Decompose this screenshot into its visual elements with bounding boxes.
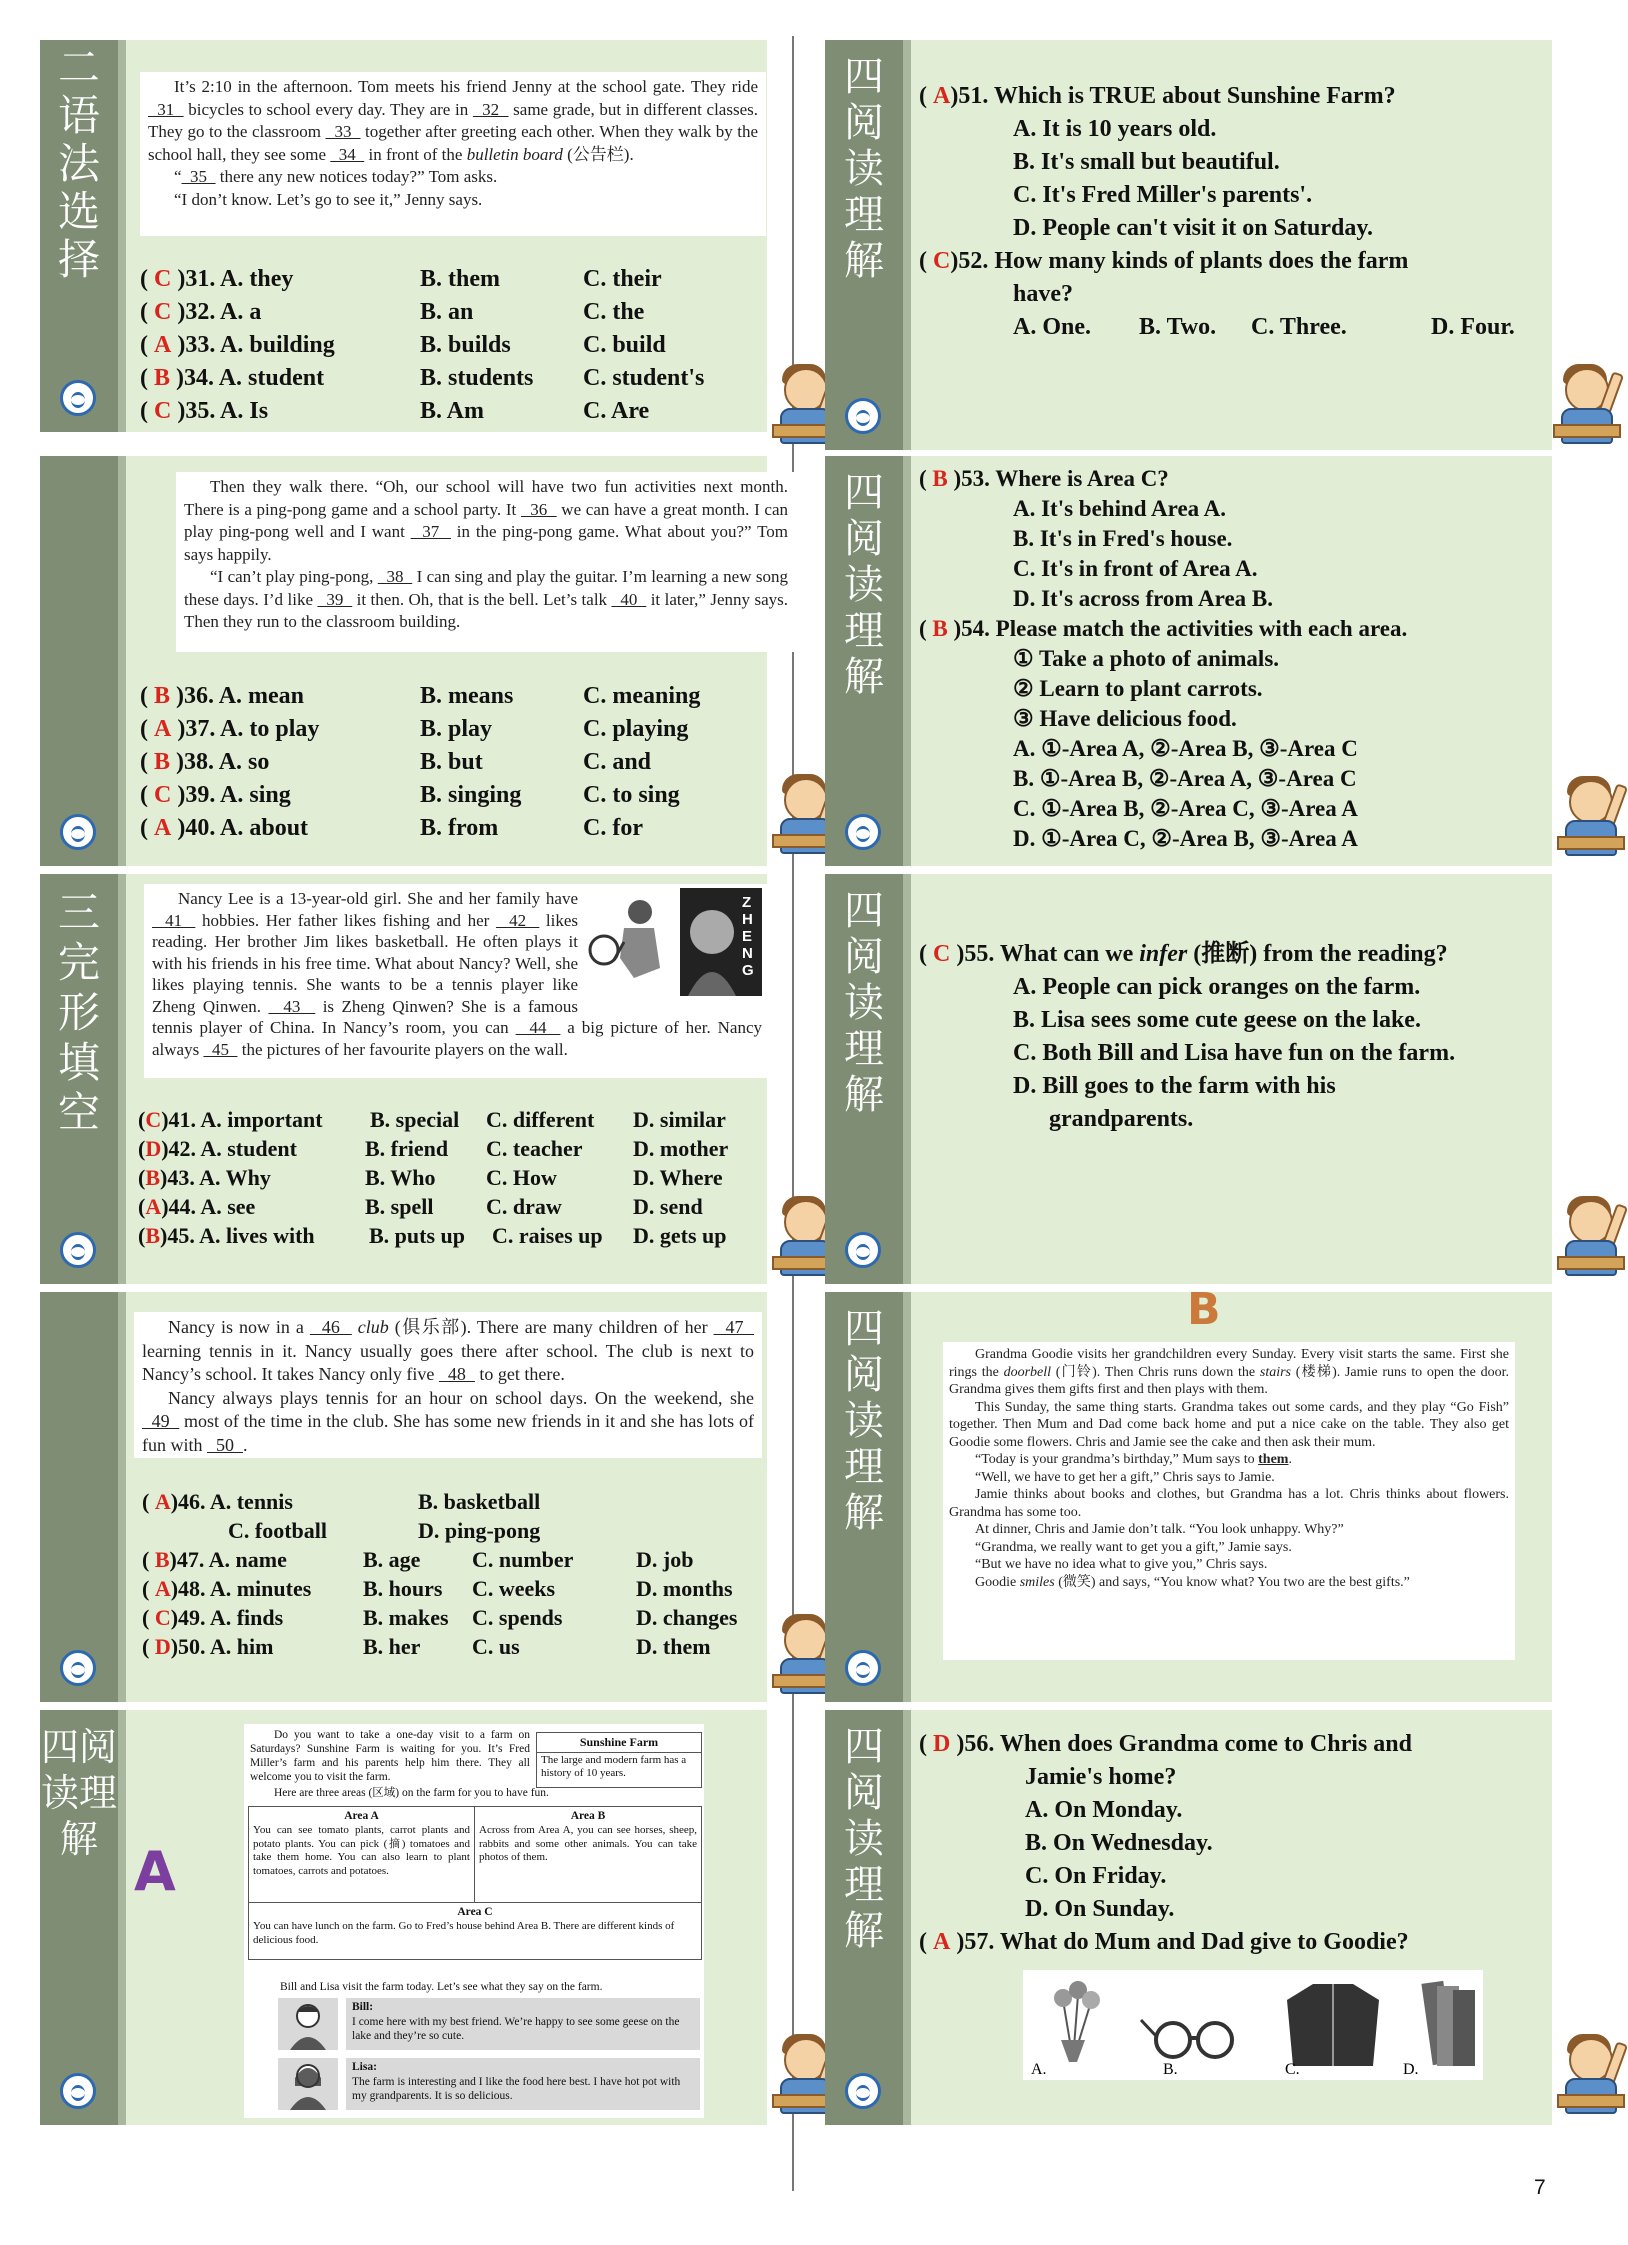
school-logo-icon xyxy=(60,380,96,416)
section-title: 四阅读理解 xyxy=(844,470,884,700)
slide-reading-b xyxy=(825,1284,1552,1702)
option-a: A. It is 10 years old. xyxy=(1013,116,1217,142)
option-d-cont: grandparents. xyxy=(1049,1106,1194,1132)
lisa-avatar-icon xyxy=(278,2058,338,2110)
option-c: C. different xyxy=(486,1107,595,1132)
activity-3: ③ Have delicious food. xyxy=(1013,706,1237,731)
option-b: B. Who xyxy=(365,1165,436,1190)
answer: A xyxy=(154,716,172,742)
question-47: ( B)47. A. name xyxy=(142,1547,287,1572)
passage-paragraph: Jamie thinks about books and clothes, but Grandma has a lot. Chris thinks about flowers. Grandma has some too. xyxy=(949,1487,1509,1520)
answer: C xyxy=(154,398,172,424)
option-d: D. send xyxy=(633,1194,703,1219)
passage xyxy=(943,1342,1515,1660)
slide-sidebar xyxy=(825,456,911,866)
question-49: ( C)49. A. finds xyxy=(142,1605,284,1630)
slide-sidebar xyxy=(40,40,126,432)
question-52: ( C)52. How many kinds of plants does the farm xyxy=(919,248,1409,274)
passage-paragraph: “I don’t know. Let’s go to see it,” Jenny says. xyxy=(174,189,483,209)
passage-paragraph: “But we have no idea what to give you,” Chris says. xyxy=(975,1557,1268,1572)
books-icon xyxy=(1421,1981,1475,2066)
answer: B xyxy=(932,466,948,491)
question-34: ( B )34. A. student xyxy=(140,365,325,391)
passage-letter: B xyxy=(1187,1284,1221,1335)
area-a-title: Area A xyxy=(344,1810,379,1822)
question-46: ( A)46. A. tennis xyxy=(142,1489,293,1514)
slide-sidebar xyxy=(825,40,911,450)
answer: B xyxy=(154,365,171,391)
option-c: C. for xyxy=(583,815,643,841)
option-c: C. weeks xyxy=(472,1576,556,1601)
bill-text: I come here with my best friend. We’re happy to see some geese on the lake and they’re so cute. xyxy=(352,2016,680,2042)
cartoon-boy-icon xyxy=(1557,1194,1621,1274)
area-a-text: You can see tomato plants, carrot plants and potato plants. You can pick (摘) tomatoes and take them home. You can also learn to plant tomatoes, carrots and potatoes. xyxy=(253,1824,470,1877)
answer: A xyxy=(933,83,951,109)
farm-flyer xyxy=(244,1724,704,2118)
answer: C xyxy=(145,1107,162,1132)
option-b: B. builds xyxy=(420,332,511,358)
section-title: 四阅读理解 xyxy=(844,888,884,1118)
answer: B xyxy=(145,1223,161,1248)
activity-1: ① Take a photo of animals. xyxy=(1013,646,1280,671)
option-b: B. makes xyxy=(363,1605,449,1630)
areas-table xyxy=(248,1806,702,1960)
answer: C xyxy=(154,266,172,292)
question-33: ( A )33. A. building xyxy=(140,332,335,358)
option-d: D. job xyxy=(636,1547,694,1572)
section-title: 四阅读理解 xyxy=(844,54,884,284)
option-a: A. On Monday. xyxy=(1025,1797,1183,1823)
answer: C xyxy=(154,782,172,808)
answer: B xyxy=(932,616,948,641)
option-d: D. People can't visit it on Saturday. xyxy=(1013,215,1374,241)
option-b: B. basketball xyxy=(418,1489,541,1514)
section-title: 三完形填空 xyxy=(57,888,100,1137)
pic-label-c: C. xyxy=(1285,2061,1300,2078)
option-c: C. number xyxy=(472,1547,574,1572)
question-53: ( B )53. Where is Area C? xyxy=(919,466,1169,491)
option-b: B. her xyxy=(363,1634,421,1659)
option-b: B. Am xyxy=(420,398,485,424)
passage xyxy=(176,472,796,652)
option-d: D. similar xyxy=(633,1107,726,1132)
answer: D xyxy=(154,1634,171,1659)
photo-caption: ZHENG xyxy=(742,894,754,979)
section-title: 四阅读理解 xyxy=(40,1725,117,1861)
option-c: C. to sing xyxy=(583,782,680,808)
option-b: B. from xyxy=(420,815,499,841)
option-d: D. Bill goes to the farm with his xyxy=(1013,1073,1336,1099)
option-d: D. mother xyxy=(633,1136,729,1161)
option-a: A. It's behind Area A. xyxy=(1013,496,1227,521)
flowers-icon xyxy=(1054,1981,1100,2062)
activity-2: ② Learn to plant carrots. xyxy=(1013,676,1263,701)
question-41: (C)41. A. important xyxy=(138,1107,323,1132)
option-c: C. It's Fred Miller's parents'. xyxy=(1013,182,1313,208)
option-c: C. draw xyxy=(486,1194,562,1219)
option-d: D. them xyxy=(636,1634,711,1659)
answer: C xyxy=(154,299,172,325)
option-d: D. months xyxy=(636,1576,733,1601)
answer: A xyxy=(154,332,172,358)
question-32: ( C )32. A. a xyxy=(140,299,262,325)
question-37: ( A )37. A. to play xyxy=(140,716,320,742)
slide-sidebar xyxy=(40,1710,126,2125)
area-c-text: You can have lunch on the farm. Go to Fred’s house behind Area B. There are different kinds of delicious food. xyxy=(253,1920,675,1946)
option-d: D. gets up xyxy=(633,1223,727,1248)
answer: B xyxy=(154,1547,170,1572)
passage-paragraph: “I can’t play ping-pong, 38 I can sing and play the guitar. I’m learning a new song these days. I’d like 39 it then. Oh, that is the bell. Let’s talk 40 it later,” Jenny says. Then they run to the classroom building. xyxy=(184,567,788,631)
area-a-cell xyxy=(249,1807,475,1903)
slide-sidebar xyxy=(825,1710,911,2125)
option-b: B. Lisa sees some cute geese on the lake. xyxy=(1013,1007,1421,1033)
option-c: C. How xyxy=(486,1165,557,1190)
question-51: ( A)51. Which is TRUE about Sunshine Farm? xyxy=(919,83,1396,109)
option-c: C. meaning xyxy=(583,683,701,709)
passage-letter: A xyxy=(134,1840,176,1903)
slide-sidebar xyxy=(40,456,126,866)
option-b: B. It's small but beautiful. xyxy=(1013,149,1280,175)
answer: D xyxy=(933,1731,951,1757)
passage-paragraph: “Well, we have to get her a gift,” Chris says to Jamie. xyxy=(975,1469,1275,1485)
passage-paragraph: At dinner, Chris and Jamie don’t talk. “You look unhappy. Why?” xyxy=(975,1522,1344,1537)
option-c: C. and xyxy=(583,749,652,775)
slide-sidebar xyxy=(825,1292,911,1702)
answer: A xyxy=(154,1576,171,1601)
question-45: (B)45. A. lives with xyxy=(138,1223,315,1248)
lisa-name: Lisa: xyxy=(352,2061,377,2073)
option-d: D. It's across from Area B. xyxy=(1013,586,1274,611)
option-b: B. ①-Area B, ②-Area A, ③-Area C xyxy=(1013,766,1357,791)
answer: C xyxy=(933,941,951,967)
tennis-player-icon xyxy=(584,888,762,996)
gift-images xyxy=(1023,1970,1483,2080)
school-logo-icon xyxy=(845,398,881,434)
option-b: B. puts up xyxy=(369,1223,466,1248)
option-c: C. their xyxy=(583,266,662,292)
visit-text: Bill and Lisa visit the farm today. Let’s see what they say on the farm. xyxy=(280,1981,603,1993)
question-39: ( C )39. A. sing xyxy=(140,782,291,808)
area-b-text: Across from Area A, you can see horses, sheep, rabbits and some other animals. You can take photos of them. xyxy=(479,1824,697,1863)
gift-pictures xyxy=(1023,1970,1483,2080)
option-d: D. Where xyxy=(633,1165,723,1190)
jacket-icon xyxy=(1287,1984,1379,2066)
school-logo-icon xyxy=(845,1232,881,1268)
section-title: 四阅读理解 xyxy=(844,1306,884,1536)
answer: A xyxy=(154,1489,171,1514)
option-c: C. raises up xyxy=(492,1223,603,1248)
question-52-cont: have? xyxy=(1013,281,1073,307)
option-b: B. Two. xyxy=(1139,314,1217,340)
option-c: C. playing xyxy=(583,716,689,742)
answer: B xyxy=(145,1165,161,1190)
option-b: B. an xyxy=(420,299,474,325)
bill-quote xyxy=(346,1998,700,2050)
option-b: B. hours xyxy=(363,1576,443,1601)
pic-label-a: A. xyxy=(1031,2061,1047,2078)
school-logo-icon xyxy=(60,1650,96,1686)
option-c: C. spends xyxy=(472,1605,563,1630)
passage-paragraph: “Grandma, we really want to get you a gift,” Jamie says. xyxy=(975,1539,1292,1555)
option-c: C. Both Bill and Lisa have fun on the farm. xyxy=(1013,1040,1456,1066)
farm-info-box xyxy=(536,1732,702,1788)
school-logo-icon xyxy=(60,814,96,850)
option-b: B. singing xyxy=(420,782,522,808)
answer: A xyxy=(145,1194,162,1219)
passage-paragraph: Nancy is now in a 46 club (俱乐部). There are many children of her 47 learning tennis in it. Nancy usually goes there after school. The club is next to Nancy’s school. It takes Nancy only five 48 to get there. xyxy=(142,1317,755,1384)
option-c: C. ①-Area B, ②-Area C, ③-Area A xyxy=(1013,796,1358,821)
flyer-intro-2: Here are three areas (区域) on the farm for you to have fun. xyxy=(274,1787,549,1799)
option-c: C. us xyxy=(472,1634,520,1659)
passage-paragraph: It’s 2:10 in the afternoon. Tom meets his friend Jenny at the school gate. They ride 31 bicycles to school every day. They are in 32 same grade, but in different classes. They go to the classroom 33 together after greeting each other. When they walk by the school hall, they see some 34 in front of the bulletin board (公告栏). xyxy=(148,77,758,164)
lisa-text: The farm is interesting and I like the food here best. I have hot pot with my grandparents. It is so delicious. xyxy=(352,2076,681,2102)
passage xyxy=(144,884,770,1078)
answer: C xyxy=(933,248,951,274)
question-55: ( C )55. What can we infer (推断) from the reading? xyxy=(919,941,1448,967)
option-c: C. football xyxy=(228,1518,327,1543)
question-56-cont: Jamie's home? xyxy=(1025,1764,1177,1790)
option-b: B. them xyxy=(420,266,500,292)
slide-reading-a xyxy=(40,1710,767,2125)
option-d: D. ping-pong xyxy=(418,1518,541,1543)
pic-label-b: B. xyxy=(1163,2061,1178,2078)
option-d: D. On Sunday. xyxy=(1025,1896,1175,1922)
section-title: 二语法选择 xyxy=(57,43,100,284)
school-logo-icon xyxy=(845,814,881,850)
answer: B xyxy=(154,683,171,709)
passage-paragraph: Grandma Goodie visits her grandchildren every Sunday. Every visit starts the same. First she rings the doorbell (门铃). Then Chris runs down the stairs (楼梯). Jamie runs to open the door. Grandma gives them gifts first and then plays with them. xyxy=(949,1347,1510,1397)
lisa-quote xyxy=(346,2058,700,2110)
option-c: C. teacher xyxy=(486,1136,583,1161)
question-57: ( A )57. What do Mum and Dad give to Goodie? xyxy=(919,1929,1409,1955)
tennis-photo xyxy=(584,888,762,996)
option-c: C. On Friday. xyxy=(1025,1863,1167,1889)
school-logo-icon xyxy=(60,1232,96,1268)
option-a: A. One. xyxy=(1013,314,1091,340)
option-a: A. People can pick oranges on the farm. xyxy=(1013,974,1421,1000)
question-56: ( D )56. When does Grandma come to Chris and xyxy=(919,1731,1412,1757)
question-38: ( B )38. A. so xyxy=(140,749,270,775)
answer: B xyxy=(154,749,171,775)
bill-name: Bill: xyxy=(352,2001,374,2013)
answer: A xyxy=(154,815,172,841)
slide-sidebar xyxy=(40,1292,126,1702)
option-b: B. age xyxy=(363,1547,421,1572)
passage-paragraph: Nancy always plays tennis for an hour on school days. On the weekend, she 49 most of the time in the club. She has some new friends in it and she has lots of fun with 50 . xyxy=(142,1387,754,1455)
question-35: ( C )35. A. Is xyxy=(140,398,269,424)
section-title: 四阅读理解 xyxy=(844,1724,884,1954)
question-42: (D)42. A. student xyxy=(138,1136,297,1161)
passage-paragraph: Goodie smiles (微笑) and says, “You know what? You two are the best gifts.” xyxy=(975,1574,1410,1590)
area-c-title: Area C xyxy=(457,1906,493,1918)
answer: D xyxy=(145,1136,162,1161)
question-50: ( D)50. A. him xyxy=(142,1634,274,1659)
school-logo-icon xyxy=(845,1650,881,1686)
cartoon-boy-icon xyxy=(1553,362,1617,442)
option-b: B. means xyxy=(420,683,514,709)
center-divider xyxy=(792,36,794,2191)
option-d: D. changes xyxy=(636,1605,738,1630)
answer: C xyxy=(154,1605,171,1630)
glasses-icon xyxy=(1141,2020,1232,2057)
question-54: ( B )54. Please match the activities with each area. xyxy=(919,616,1408,641)
question-44: (A)44. A. see xyxy=(138,1194,256,1219)
slide-sidebar xyxy=(40,874,126,1284)
slide-reading-q53-54 xyxy=(825,456,1552,866)
farm-info-text: The large and modern farm has a history of 10 years. xyxy=(541,1754,687,1779)
option-b: B. friend xyxy=(365,1136,449,1161)
question-40: ( A )40. A. about xyxy=(140,815,309,841)
option-b: B. but xyxy=(420,749,483,775)
school-logo-icon xyxy=(60,2073,96,2109)
slide-reading-q55 xyxy=(825,874,1552,1284)
passage-paragraph: “ 35 there any new notices today?” Tom asks. xyxy=(174,167,498,186)
option-c: C. Three. xyxy=(1251,314,1347,340)
school-logo-icon xyxy=(845,2073,881,2109)
passage xyxy=(134,1312,762,1458)
cartoon-boy-icon xyxy=(1557,774,1621,854)
option-c: C. It's in front of Area A. xyxy=(1013,556,1258,581)
option-c: C. student's xyxy=(583,365,705,391)
option-c: C. Are xyxy=(583,398,650,424)
page-number: 7 xyxy=(1534,2176,1546,2199)
option-c: C. the xyxy=(583,299,645,325)
option-b: B. students xyxy=(420,365,534,391)
answer: A xyxy=(933,1929,951,1955)
option-d: D. Four. xyxy=(1431,314,1515,340)
option-b: B. It's in Fred's house. xyxy=(1013,526,1233,551)
question-36: ( B )36. A. mean xyxy=(140,683,305,709)
area-c-cell xyxy=(249,1903,701,1959)
bill-avatar-icon xyxy=(278,1998,338,2050)
question-43: (B)43. A. Why xyxy=(138,1165,271,1190)
option-b: B. On Wednesday. xyxy=(1025,1830,1213,1856)
passage xyxy=(140,72,766,236)
flyer-intro: Do you want to take a one-day visit to a farm on Saturdays? Sunshine Farm is waiting for you. It’s Fred Miller’s farm and his parents help him there. They all welcome you to visit the farm. xyxy=(250,1729,530,1783)
cartoon-boy-icon xyxy=(1557,2032,1621,2112)
passage-paragraph: “Today is your grandma’s birthday,” Mum says to them. xyxy=(975,1452,1292,1467)
option-b: B. play xyxy=(420,716,493,742)
passage-paragraph: This Sunday, the same thing starts. Grandma takes out some cards, and they play “Go Fish” together. Then Mum and Dad come back home and put a nice cake on the table. They also get Goodie some flowers. Chris and Jamie see the cake and then ask their mum. xyxy=(949,1399,1509,1450)
option-c: C. build xyxy=(583,332,666,358)
question-48: ( A)48. A. minutes xyxy=(142,1576,312,1601)
passage-paragraph: Nancy Lee is a 13-year-old girl. She and her family have 41 hobbies. Her father likes fishing and her 42 likes reading. Her brother Jim likes basketball. He often plays it with his friends in his free time. What about Nancy? Well, she likes playing tennis. She wants to be a tennis player like Zheng Qinwen. 43 is Zheng Qinwen? She is a famous tennis player of China. In Nancy’s room, you can 44 a big picture of her. Nancy always 45 the pictures of her favourite players on the wall. xyxy=(152,889,763,1059)
option-d: D. ①-Area C, ②-Area B, ③-Area A xyxy=(1013,826,1358,851)
option-a: A. ①-Area A, ②-Area B, ③-Area C xyxy=(1013,736,1358,761)
option-b: B. spell xyxy=(365,1194,434,1219)
question-31: ( C )31. A. they xyxy=(140,266,294,292)
slide-reading-q56-57 xyxy=(825,1710,1552,2125)
passage-paragraph: Then they walk there. “Oh, our school will have two fun activities next month. There is a ping-pong game and a school party. It 36 we can have a great month. I can play ping-pong well and I want 37 in the ping-pong game. What about you?” Tom says happily. xyxy=(184,477,789,564)
area-b-title: Area B xyxy=(570,1810,606,1822)
pic-label-d: D. xyxy=(1403,2061,1419,2078)
option-b: B. special xyxy=(370,1107,460,1132)
farm-info-title: Sunshine Farm xyxy=(537,1733,701,1753)
slide-reading-q51-52 xyxy=(825,40,1552,450)
area-b-cell xyxy=(475,1807,701,1903)
slide-sidebar xyxy=(825,874,911,1284)
